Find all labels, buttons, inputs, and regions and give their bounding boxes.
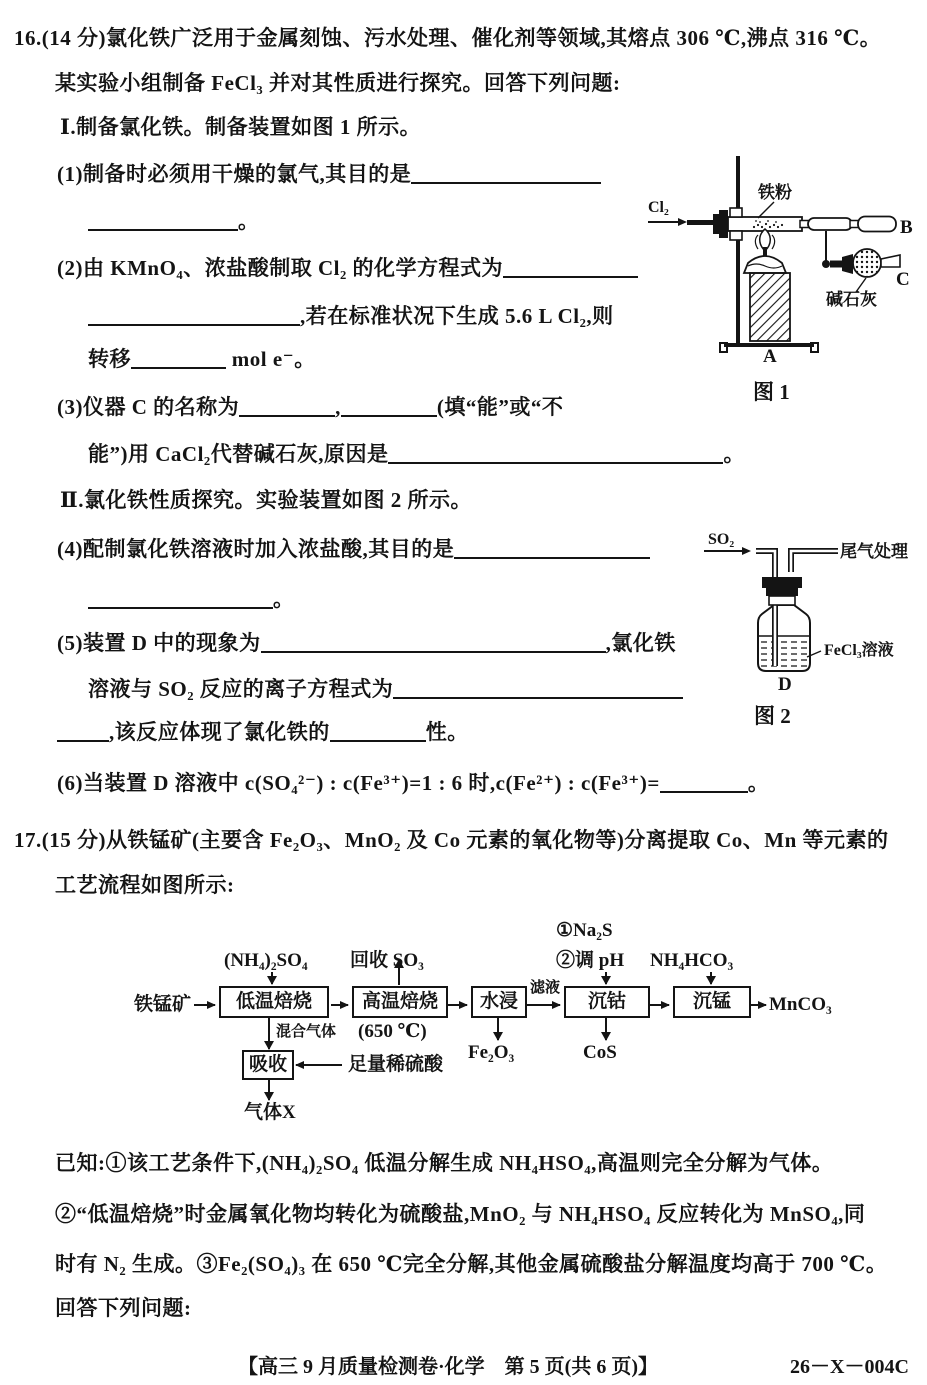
arrow-down-icon <box>268 1080 270 1100</box>
flow-na2s-label: ①Na₂S <box>556 920 613 941</box>
arrow-right-icon <box>650 1004 669 1006</box>
q16-intro-line2: 某实验小组制备 FeCl₃ 并对其性质进行探究。回答下列问题: <box>55 71 621 95</box>
soda-lime-ball <box>853 249 881 277</box>
q16-item2-line3 <box>88 346 316 372</box>
q16-item2-line2 <box>88 303 614 329</box>
q16-item5-text2: ,氯化铁 <box>605 631 676 655</box>
answer-blank <box>341 395 437 417</box>
figure2-caption: 图 2 <box>754 704 791 728</box>
comma-text: , <box>335 395 341 419</box>
q17-intro-line1: 17.(15 分)从铁锰矿(主要含 Fe₂O₃、MnO₂ 及 Co 元素的氧化物等)分离提取 Co、Mn 等元素的 <box>14 828 889 852</box>
stopper <box>713 214 719 234</box>
period-text: 。 <box>238 209 260 233</box>
iron-pointer-line <box>758 202 774 218</box>
flow-temp-label: (650 ℃) <box>358 1021 427 1042</box>
outlet-tube <box>791 551 838 572</box>
q17-prompt: 回答下列问题: <box>55 1296 192 1320</box>
bottle-cap <box>762 577 802 588</box>
answer-blank <box>261 631 606 653</box>
answer-blank <box>88 304 300 326</box>
period-text: 。 <box>747 771 770 795</box>
period-text: 。 <box>273 587 295 611</box>
q16-item5-line1 <box>57 630 676 656</box>
q17-intro-line2: 工艺流程如图所示: <box>55 873 235 897</box>
q17-known-line3: 时有 N₂ 生成。③Fe₂(SO₄)₃ 在 650 ℃完全分解,其他金属硫酸盐分解温度均高于 700 ℃。 <box>55 1252 888 1276</box>
flow-mixed-gas-label: 混合气体 <box>276 1024 337 1040</box>
answer-blank <box>393 677 683 699</box>
flow-gas-x-label: 气体X <box>244 1102 296 1123</box>
q16-item3-text3: 能”)用 CaCl₂代替碱石灰,原因是 <box>88 442 389 466</box>
flow-box-absorb: 吸收 <box>242 1050 294 1080</box>
q16-item2-text: (2)由 KMnO₄、浓盐酸制取 Cl₂ 的化学方程式为 <box>57 256 503 280</box>
arrow-down-icon <box>605 1016 607 1040</box>
figure1-caption: 图 1 <box>753 380 790 404</box>
arrow-down-icon <box>268 1016 270 1049</box>
q16-item1-line2 <box>88 208 260 234</box>
flow-input-label: 铁锰矿 <box>134 994 192 1015</box>
flow-box-low-temp-roast: 低温焙烧 <box>219 986 329 1018</box>
q16-item3-line2 <box>88 441 745 467</box>
q16-item2-text3: 转移 <box>88 347 131 371</box>
q17-known-line2: ②“低温焙烧”时金属氧化物均转化为硫酸盐,MnO₂ 与 NH₄HSO₄ 反应转化为 MnSO₄,同 <box>55 1202 866 1226</box>
cl2-label: Cl₂ <box>648 199 669 216</box>
q17-known-line1: 已知:①该工艺条件下,(NH₄)₂SO₄ 低温分解生成 NH₄HSO₄,高温则完全分解为气体。 <box>55 1151 834 1175</box>
spout <box>881 255 900 267</box>
q16-item5-line3 <box>57 719 469 745</box>
flow-box-high-temp-roast: 高温焙烧 <box>352 986 448 1018</box>
q16-item6-text: (6)当装置 D 溶液中 c(SO₄²⁻) : c(Fe³⁺)=1 : 6 时,c(Fe²⁺) : c(Fe³⁺)= <box>57 771 660 795</box>
q16-item5-text3: 溶液与 SO₂ 反应的离子方程式为 <box>88 677 394 701</box>
arrow-down-icon <box>497 1016 499 1040</box>
q16-item3-text: (3)仪器 C 的名称为 <box>57 395 240 419</box>
q16-item1-line1 <box>57 161 601 187</box>
q16-item2-line1 <box>57 255 638 281</box>
arrow-right-icon <box>331 1004 348 1006</box>
point-d-label: D <box>778 674 792 695</box>
q16-part2-heading: Ⅱ.氯化铁性质探究。实验装置如图 2 所示。 <box>60 488 472 512</box>
answer-blank <box>57 720 109 742</box>
tail-gas-label: 尾气处理 <box>840 542 908 561</box>
period-text: 。 <box>723 442 745 466</box>
arrow-up-icon <box>398 960 400 985</box>
flow-box-precipitate-manganese: 沉锰 <box>673 986 751 1018</box>
flow-box-water-leach: 水浸 <box>471 986 527 1018</box>
so2-label: SO₂ <box>708 531 735 548</box>
q16-item2-text4: mol e⁻。 <box>231 347 316 371</box>
flow-recover-so3-label: 回收 SO₃ <box>350 950 424 971</box>
q16-item4-line1 <box>57 536 650 562</box>
flow-ammonium-sulfate-label: (NH₄)₂SO₄ <box>224 950 308 971</box>
answer-blank <box>239 395 335 417</box>
answer-blank <box>88 587 273 609</box>
answer-blank <box>330 720 426 742</box>
arrow-left-icon <box>296 1064 342 1066</box>
flow-cos-label: CoS <box>583 1042 617 1063</box>
arrow-down-icon <box>710 972 712 984</box>
figure2-apparatus <box>690 520 925 696</box>
q16-item5-text5: 性。 <box>425 720 469 744</box>
figure1-apparatus <box>640 150 922 368</box>
inlet-pipe <box>687 220 713 225</box>
footer-code: 26－X－004C <box>790 1356 909 1378</box>
point-c-label: C <box>896 269 910 290</box>
answer-blank <box>454 537 650 559</box>
flow-dilute-acid-label: 足量稀硫酸 <box>348 1054 444 1075</box>
q16-item3-text2: (填“能”或“不 <box>436 395 564 419</box>
q16-item5-text4: ,该反应体现了氯化铁的 <box>109 720 330 744</box>
stand-rod <box>736 156 740 346</box>
point-a-label: A <box>763 346 777 367</box>
q16-item3-line1 <box>57 394 563 420</box>
flow-output-label: MnCO₃ <box>769 994 832 1015</box>
footer-title: 【高三 9 月质量检测卷·化学 第 5 页(共 6 页)】 <box>238 1356 658 1378</box>
flow-box-precipitate-cobalt: 沉钴 <box>564 986 650 1018</box>
arrow-right-icon <box>448 1004 467 1006</box>
q16-intro-line1: 16.(14 分)氯化铁广泛用于金属刻蚀、污水处理、催化剂等领域,其熔点 306 ℃,沸点 316 ℃。 <box>14 26 882 50</box>
soda-lime-label: 碱石灰 <box>826 290 877 309</box>
flow-nh4hco3-label: NH₄HCO₃ <box>650 950 734 971</box>
q16-part1-heading: Ⅰ.制备氯化铁。制备装置如图 1 所示。 <box>60 115 422 139</box>
point-b-label: B <box>900 217 913 238</box>
q16-item6-line <box>57 770 769 796</box>
q16-item5-line2 <box>88 676 683 702</box>
arrow-down-icon <box>605 972 607 984</box>
fecl3-solution-label: FeCl₃溶液 <box>824 642 894 659</box>
answer-blank <box>411 162 601 184</box>
bottle-body <box>758 605 810 671</box>
flow-adjust-ph-label: ②调 pH <box>556 950 625 971</box>
q16-item2-text2: ,若在标准状况下生成 5.6 L Cl₂,则 <box>300 304 614 328</box>
q16-item5-text: (5)装置 D 中的现象为 <box>57 631 261 655</box>
flow-filtrate-label: 滤液 <box>530 980 561 996</box>
arrow-right-icon <box>751 1004 766 1006</box>
answer-blank <box>88 209 238 231</box>
q16-item4-line2 <box>88 586 295 612</box>
q16-item1-text: (1)制备时必须用干燥的氯气,其目的是 <box>57 162 412 186</box>
arrow-right-icon <box>527 1004 560 1006</box>
q16-item4-text: (4)配制氯化铁溶液时加入浓盐酸,其目的是 <box>57 537 455 561</box>
answer-blank <box>660 771 748 793</box>
arrow-down-icon <box>271 972 273 984</box>
arrow-right-icon <box>194 1004 215 1006</box>
answer-blank <box>503 256 638 278</box>
answer-blank <box>388 442 723 464</box>
answer-blank <box>131 347 226 369</box>
flow-fe2o3-label: Fe₂O₃ <box>468 1042 515 1063</box>
clamp <box>730 208 742 217</box>
support-block <box>750 273 790 341</box>
iron-powder-label: 铁粉 <box>758 183 792 202</box>
